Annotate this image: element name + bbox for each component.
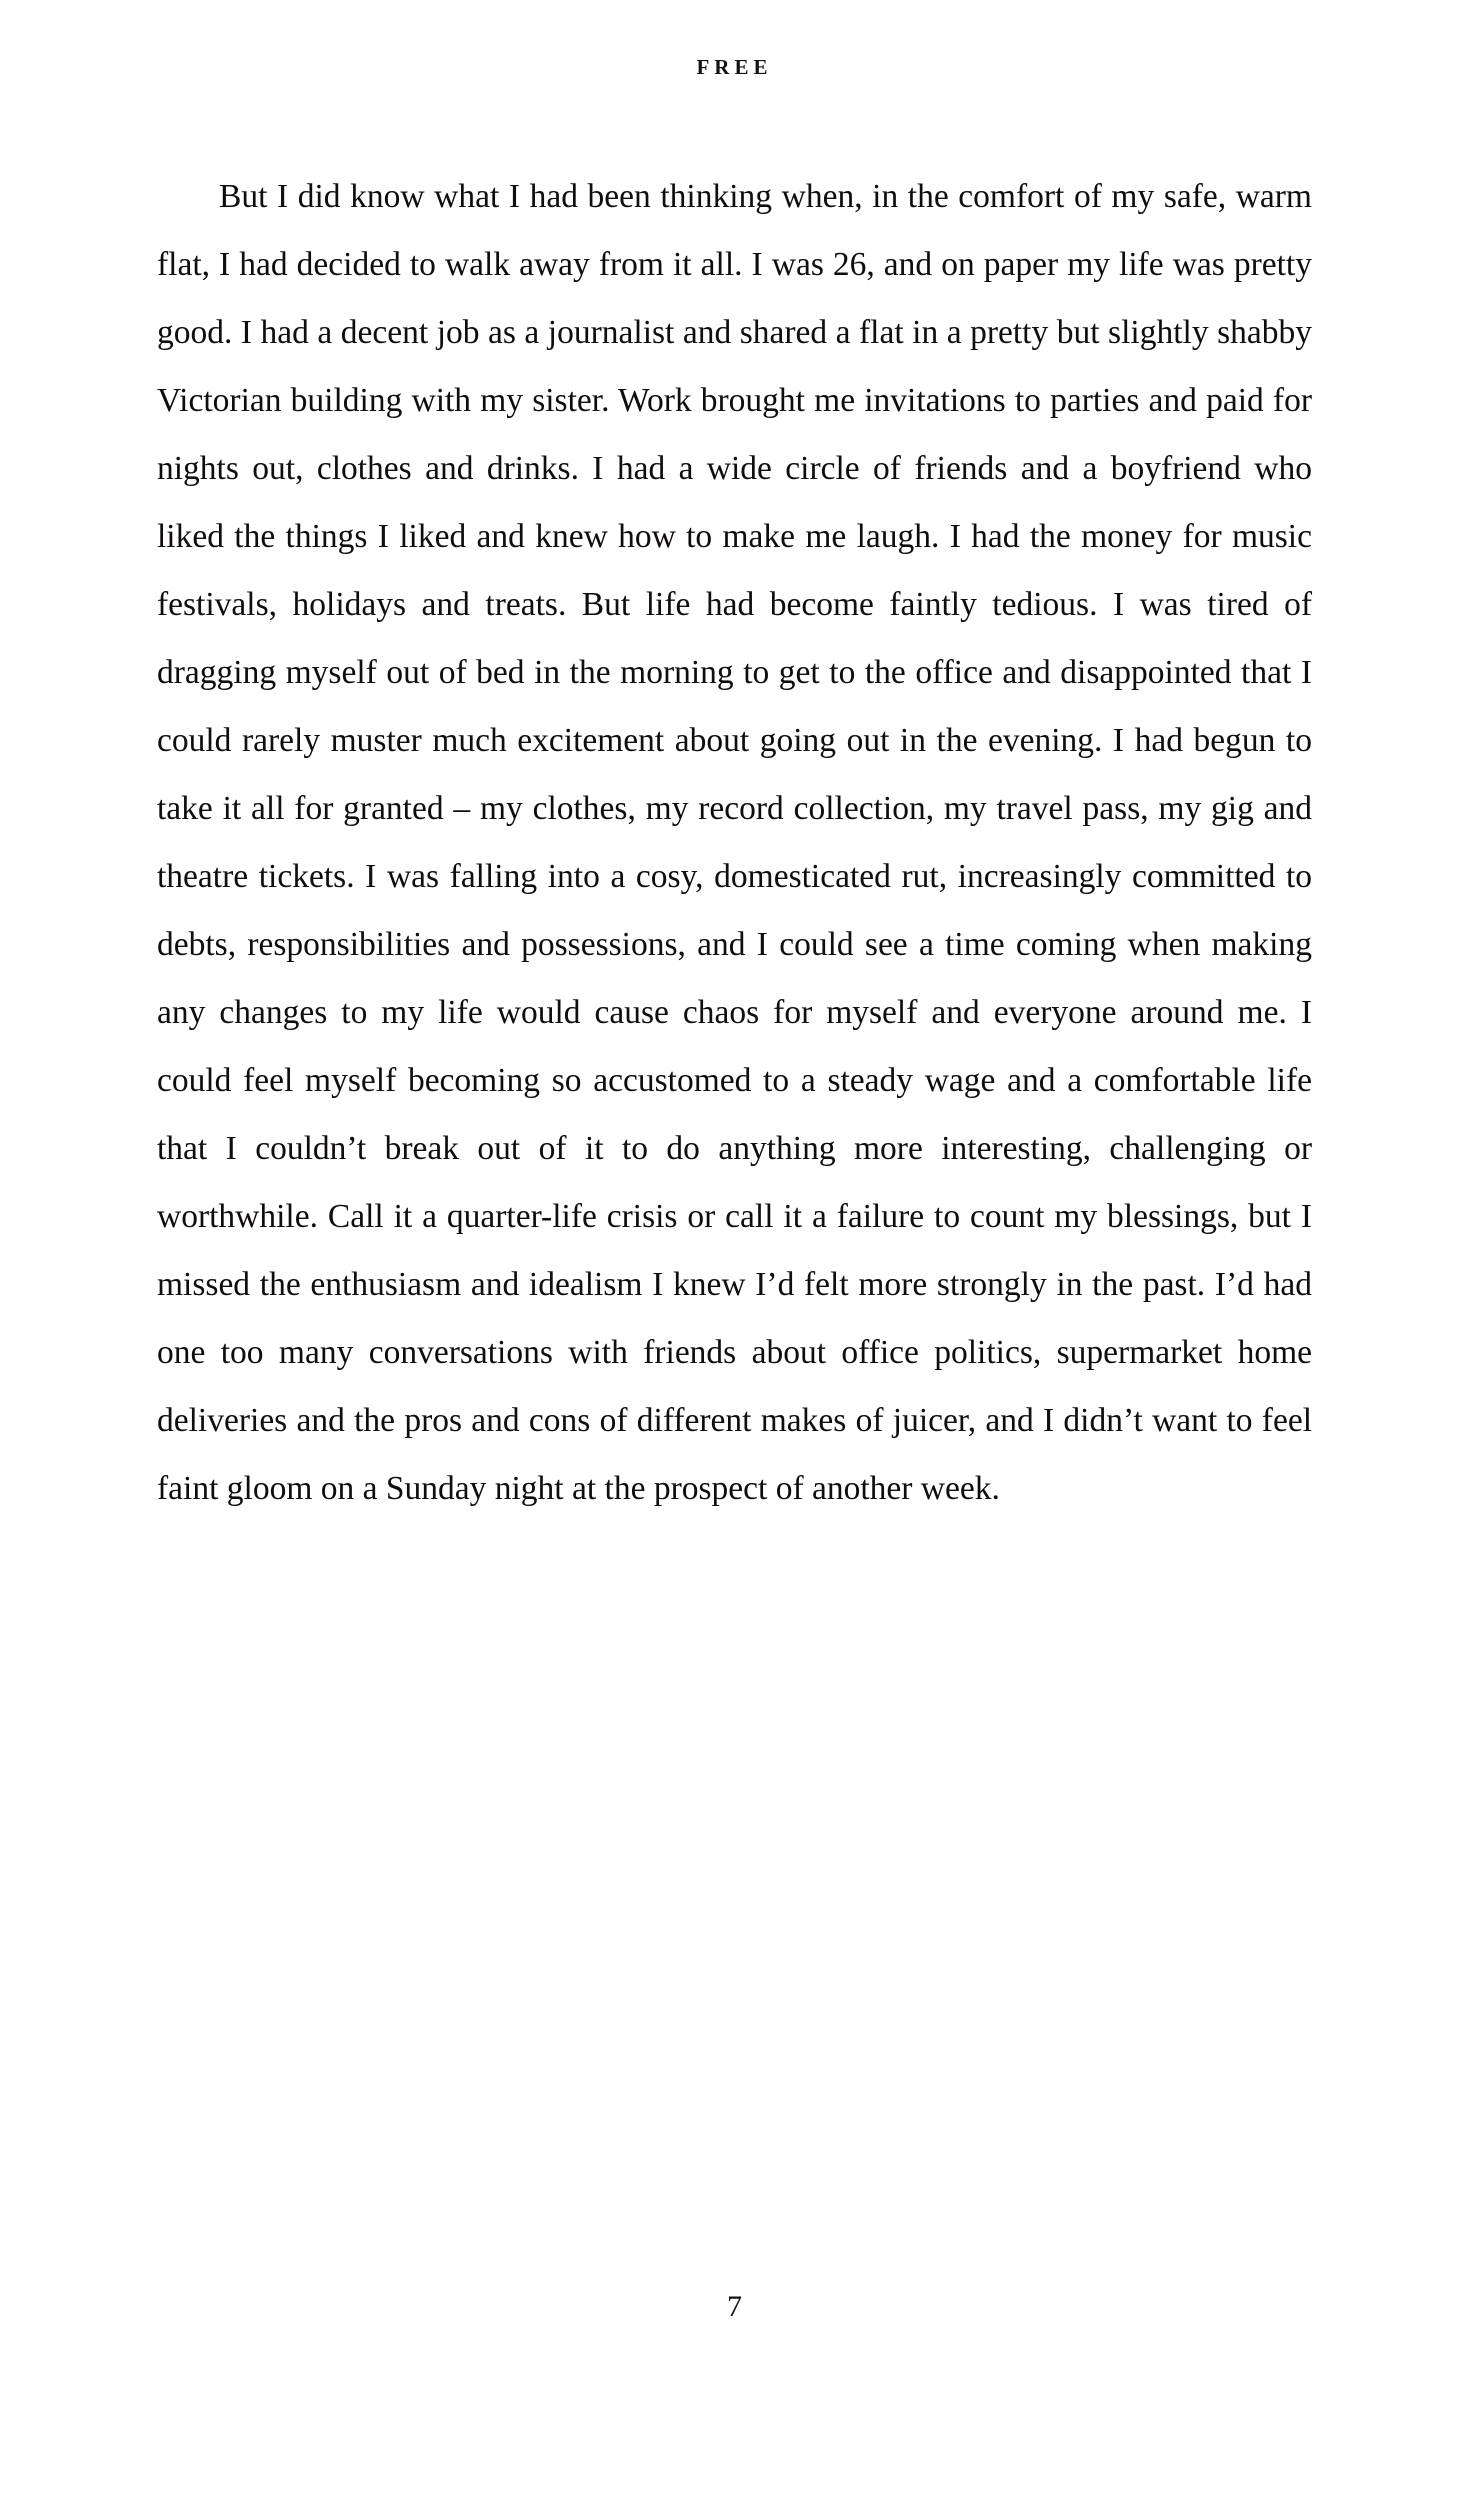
running-head: FREE [696,55,773,79]
page-number: 7 [727,2290,742,2323]
paragraph-text: But I did know what I had been thinking when, in the comfort of my safe, warm flat, I had decided to walk away from it all. I was 26, and on paper my life was pretty good. I had a decent job as a journalist and shared a flat in a pretty but slightly shabby Victorian building with my sister. Work brought me invitations to parties and paid for nights out, clothes and drinks. I had a wide circle of friends and a boyfriend who liked the things I liked and knew how to make me laugh. I had the money for music festivals, holidays and treats. But life had become faintly tedious. I was tired of dragging myself out of bed in the morning to get to the office and disappointed that I could rarely muster much excitement about going out in the evening. I had begun to take it all for granted – my clothes, my record collection, my travel pass, my gig and theatre tickets. I was falling into a cosy, domesticated rut, increasingly committed to debts, responsibilities and possessions, and I could see a time coming when making any changes to my life would cause chaos for myself and everyone around me. I could feel myself becoming so accustomed to a steady wage and a comfortable life that I couldn’t break out of it to do anything more interesting, challenging or worthwhile. Call it a quarter-life crisis or call it a failure to count my blessings, but I missed the enthusiasm and idealism I knew I’d felt more strongly in the past. I’d had one too many conversations with friends about office politics, supermarket home deliveries and the pros and cons of different makes of juicer, and I didn’t want to feel faint gloom on a Sunday night at the prospect of another week. [157,178,1312,1507]
book-page [0,55,1469,2495]
paragraph [157,163,1312,1523]
body-text-block [157,163,1312,1523]
